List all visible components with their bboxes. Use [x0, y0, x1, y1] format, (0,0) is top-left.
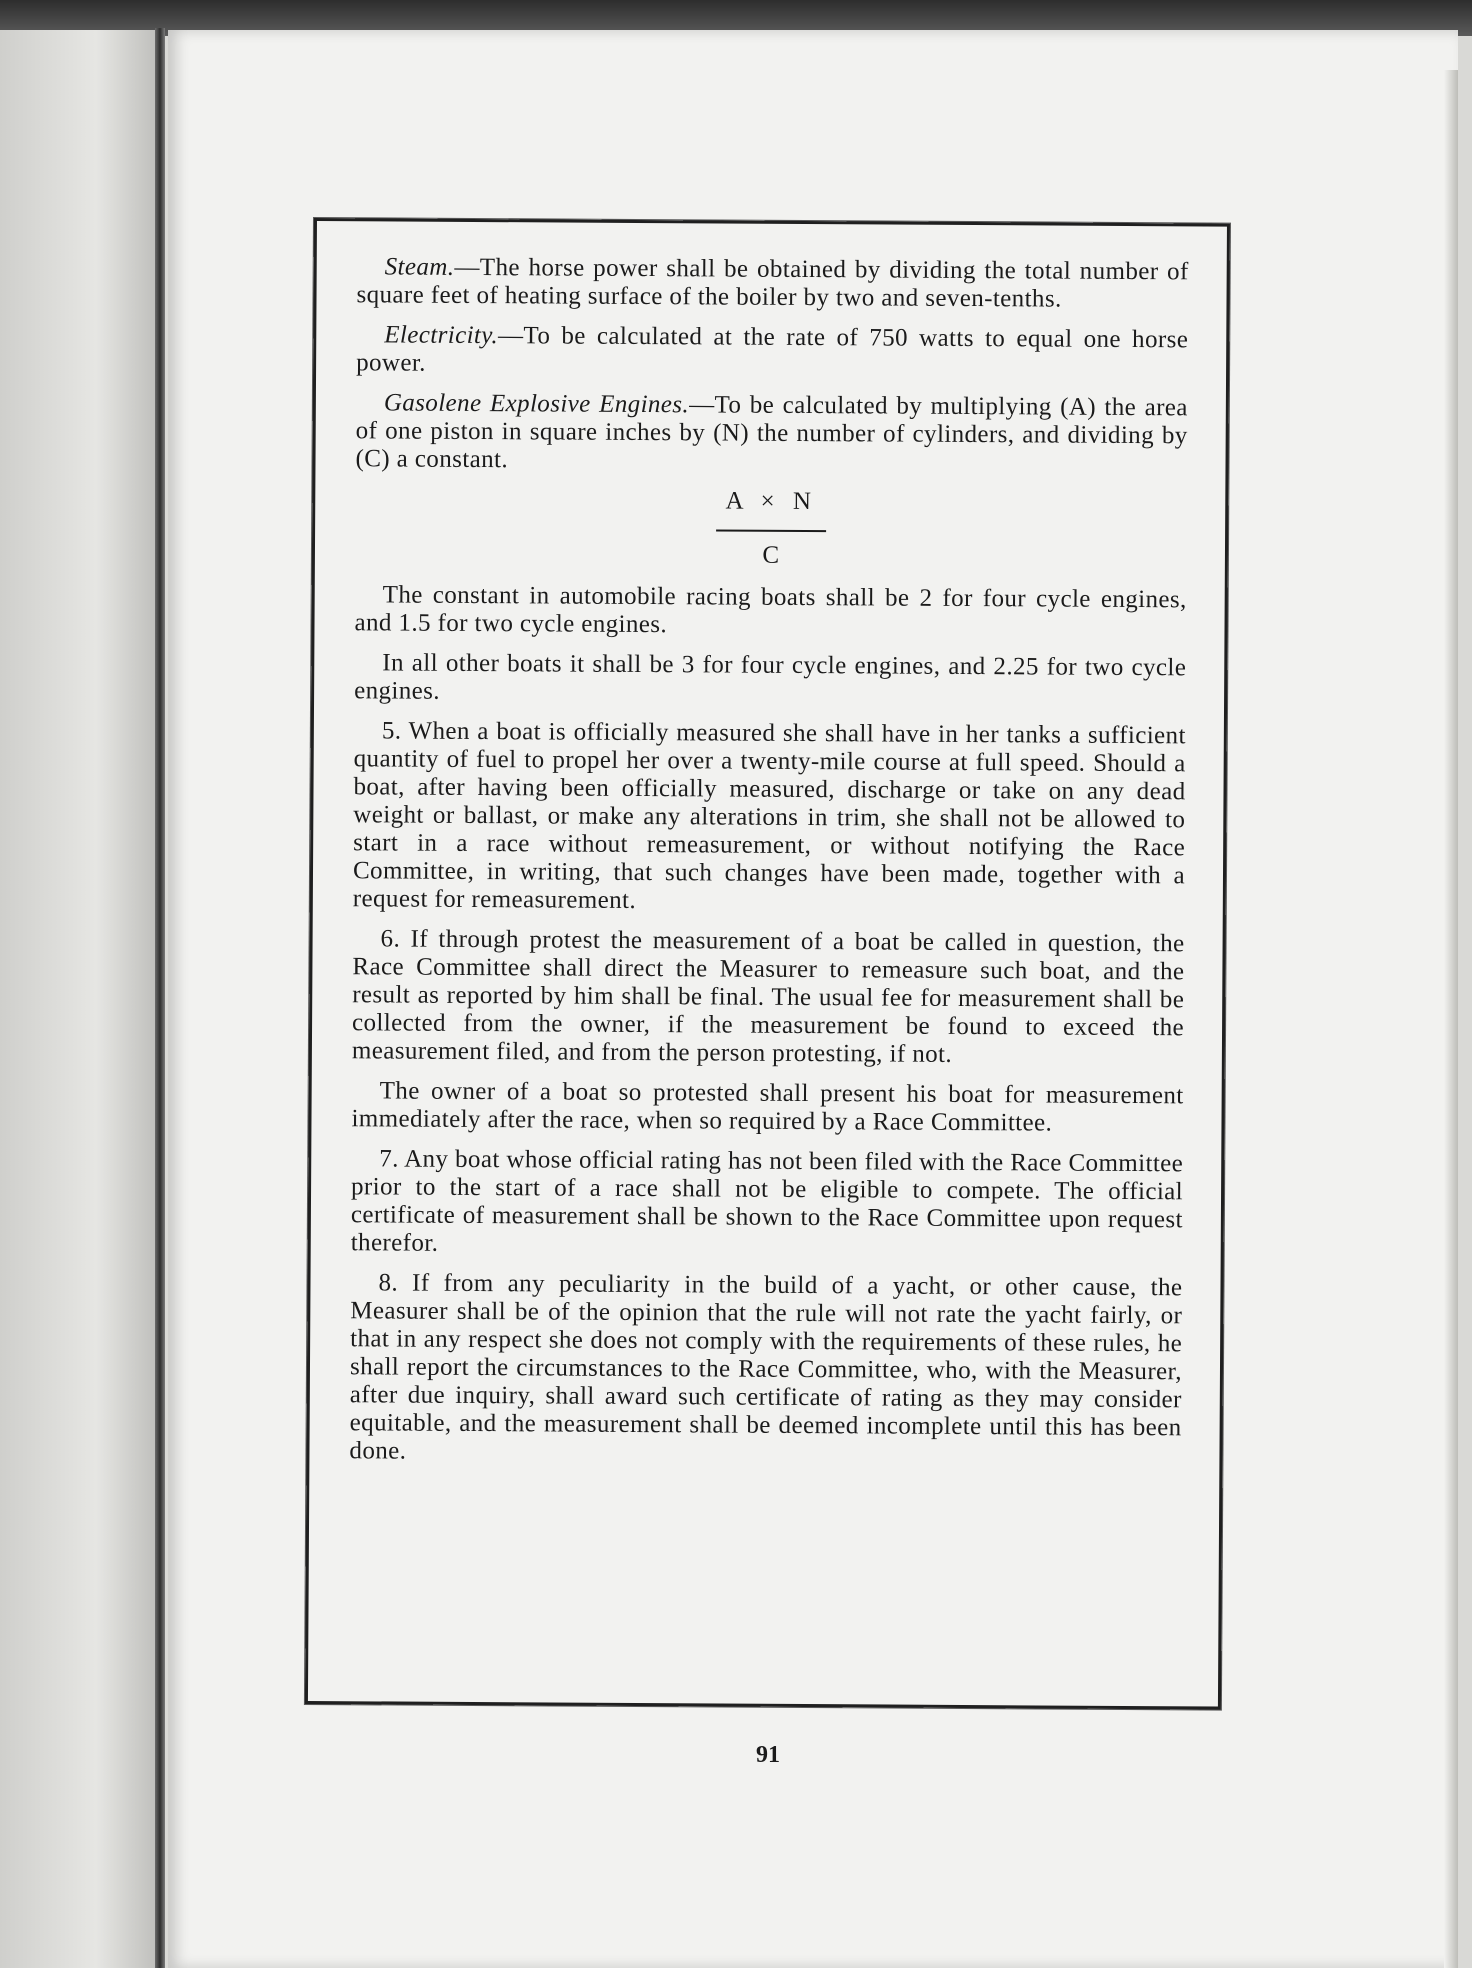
paragraph-rule-5: 5. When a boat is officially measured she shall have in her tanks a sufficient quantity of fuel to propel her over a twenty-mile course at full speed. Should a boat, after having been officially measured, discharge or take on any dead weight or ballast, or make any alterations in trim, she shall not be allowed to start in a race without remeasurement, or without notifying the Race Committee, in writing, that such changes have been made, together with a request for remeasurement.: [352, 717, 1186, 914]
text-frame: [305, 218, 1230, 1710]
paragraph-rule-8: 8. If from any peculiarity in the build of a yacht, or other cause, the Measurer shall be of the opinion that the rule will not rate the yacht fairly, or that in any respect she does not comply with the requirements of these rules, he shall report the circumstances to the Race Committee, who, with the Measurer, after due inquiry, shall award such certificate of rating as they may consider equitable, and the measurement shall be deemed incomplete until this has been done.: [349, 1269, 1183, 1465]
paragraph-body: —The horse power shall be obtained by dividing the total number of square feet of heating surface of the boiler by two and seven-tenths.: [356, 253, 1189, 313]
page-right-edge: [1444, 70, 1458, 1968]
paragraph-lead: Steam.: [384, 253, 455, 281]
paragraph-constant-other: In all other boats it shall be 3 for four cycle engines, and 2.25 for two cycle engines.: [354, 649, 1187, 705]
paragraph-electricity: [356, 321, 1188, 382]
formula-denominator: C: [762, 541, 780, 569]
page-number: 91: [756, 1742, 780, 1768]
paragraph-body: —To be calculated by multiplying (A) the area of one piston in square inches by (N) the number of cylinders, and dividing by (C) a constant.: [355, 391, 1188, 474]
paragraph-rule-6: 6. If through protest the measurement of a boat be called in question, the Race Committee shall direct the Measurer to remeasure such boat, and the result as reported by him shall be final. The usual fee for measurement shall be collected from the owner, if the measurement be found to exceed the measurement filed, and from the person protesting, if not.: [351, 925, 1185, 1068]
paragraph-body: —To be calculated at the rate of 750 watts to equal one horse power.: [356, 322, 1189, 377]
paragraph-lead: Gasolene Explosive Engines.: [383, 389, 690, 419]
paragraph-protest-owner: The owner of a boat so protested shall present his boat for measurement immediately after the race, when so required by a Race Committee.: [351, 1077, 1184, 1137]
formula-fraction-bar: [716, 529, 826, 532]
horsepower-formula: [355, 485, 1187, 572]
page-text: [349, 253, 1188, 1482]
paragraph-lead: Electricity.: [384, 321, 499, 350]
paragraph-gasolene: [355, 389, 1187, 478]
paragraph-rule-7: 7. Any boat whose official rating has not been filed with the Race Committee prior to the start of a race shall not be eligible to compete. The official certificate of measurement shall be shown to the Race Committee upon request therefor.: [350, 1145, 1184, 1257]
book-spine: [155, 28, 165, 1968]
paragraph-constant-racing: The constant in automobile racing boats shall be 2 for four cycle engines, and 1.5 for two cycle engines.: [354, 581, 1187, 639]
left-page-edge: [0, 30, 160, 1968]
paragraph-steam: [356, 253, 1188, 314]
formula-numerator: A × N: [725, 487, 818, 516]
book-page: [168, 30, 1458, 1968]
